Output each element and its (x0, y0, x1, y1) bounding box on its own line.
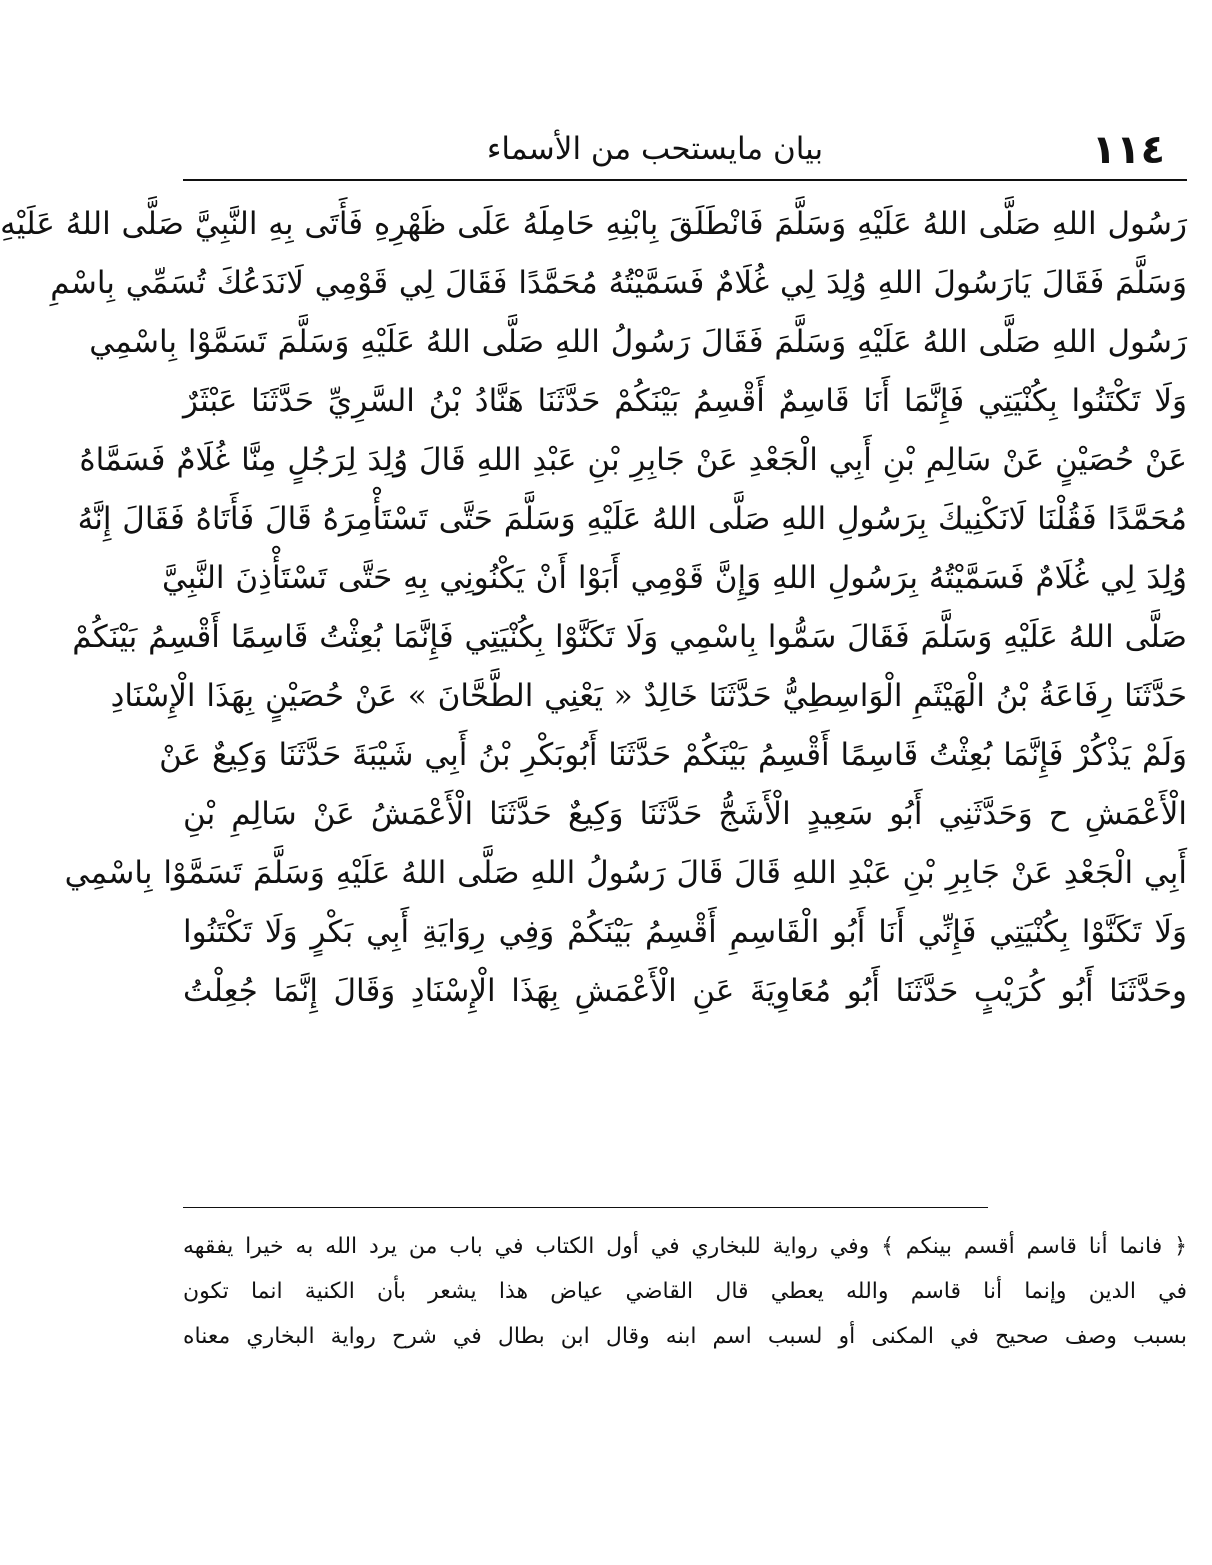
text-line: الْأَعْمَشِ ح وَحَدَّثَنِي أَبُو سَعِيدٍ الْأَشَجُّ حَدَّثَنَا وَكِيعٌ حَدَّثَنَا الْأَعْمَشُ عَنْ سَالِمِ بْنِ (183, 796, 1187, 832)
text-line: رَسُول اللهِ صَلَّى اللهُ عَلَيْهِ وَسَلَّمَ فَانْطَلَقَ بِابْنِهِ حَامِلَهُ عَلَى ظَهْرِهِ فَأَتَى بِهِ النَّبِيَّ صَلَّى اللهُ عَلَيْهِ (0, 206, 1187, 242)
text-line: وُلِدَ لِي غُلَامٌ فَسَمَّيْتُهُ بِرَسُولِ اللهِ وَإِنَّ قَوْمِي أَبَوْا أَنْ يَكْنُونِي بِهِ حَتَّى تَسْتَأْذِنَ النَّبِيَّ (161, 560, 1187, 596)
text-line: وحَدَّثَنَا أَبُو كُرَيْبٍ حَدَّثَنَا أَبُو مُعَاوِيَةَ عَنِ الْأَعْمَشِ بِهَذَا الْإِسْنَادِ وَقَالَ إِنَّمَا جُعِلْتُ (183, 973, 1187, 1009)
text-line: وَلَا تَكَنَّوْا بِكُنْيَتِي فَإِنِّي أَنَا أَبُو الْقَاسِمِ أَقْسِمُ بَيْنَكُمْ وَفِي رِوَايَةِ أَبِي بَكْرٍ وَلَا تَكْتَنُوا (183, 914, 1187, 950)
main-text-block (0, 195, 1187, 1021)
text-line: وَلَمْ يَذْكُرْ فَإِنَّمَا بُعِثْتُ قَاسِمًا أَقْسِمُ بَيْنَكُمْ حَدَّثَنَا أَبُوبَكْرِ بْنُ أَبِي شَيْبَةَ حَدَّثَنَا وَكِيعٌ عَنْ (159, 737, 1187, 773)
text-line: عَنْ حُصَيْنٍ عَنْ سَالِمِ بْنِ أَبِي الْجَعْدِ عَنْ جَابِرِ بْنِ عَبْدِ اللهِ قَالَ وُلِدَ لِرَجُلٍ مِنَّا غُلَامٌ فَسَمَّاهُ (79, 442, 1187, 478)
page-header (185, 120, 1185, 176)
text-line: رَسُول اللهِ صَلَّى اللهُ عَلَيْهِ وَسَلَّمَ فَقَالَ رَسُولُ اللهِ صَلَّى اللهُ عَلَيْهِ وَسَلَّمَ تَسَمَّوْا بِاسْمِي (89, 324, 1187, 360)
footnote-line: في الدين وإنما أنا قاسم والله يعطي قال القاضي عياض هذا يشعر بأن الكنية انما تكون (183, 1279, 1187, 1304)
text-line: وَلَا تَكْتَنُوا بِكُنْيَتِي فَإِنَّمَا أَنَا قَاسِمٌ أَقْسِمُ بَيْنَكُمْ حَدَّثَنَا هَنَّادُ بْنُ السَّرِيِّ حَدَّثَنَا عَبْثَرٌ (183, 383, 1187, 419)
header-rule (183, 179, 1187, 181)
text-line: أَبِي الْجَعْدِ عَنْ جَابِرِ بْنِ عَبْدِ اللهِ قَالَ قَالَ رَسُولُ اللهِ صَلَّى اللهُ عَلَيْهِ وَسَلَّمَ تَسَمَّوْا بِاسْمِي (64, 855, 1187, 891)
text-line: وَسَلَّمَ فَقَالَ يَارَسُولَ اللهِ وُلِدَ لِي غُلَامٌ فَسَمَّيْتُهُ مُحَمَّدًا فَقَالَ لِي قَوْمِي لَانَدَعُكَ تُسَمِّي بِاسْمِ (50, 265, 1187, 301)
footnote-line: ﴿ فانما أنا قاسم أقسم بينكم ﴾ وفي رواية للبخاري في أول الكتاب في باب من يرد الله به خيرا يفقهه (183, 1234, 1187, 1259)
page-number: ١١٤ (1091, 127, 1165, 173)
text-line: صَلَّى اللهُ عَلَيْهِ وَسَلَّمَ فَقَالَ سَمُّوا بِاسْمِي وَلَا تَكَنَّوْا بِكُنْيَتِي فَإِنَّمَا بُعِثْتُ قَاسِمًا أَقْسِمُ بَيْنَكُمْ (72, 619, 1187, 655)
footnote-line: بسبب وصف صحيح في المكنى أو لسبب اسم ابنه وقال ابن بطال في شرح رواية البخاري معناه (183, 1324, 1187, 1349)
footnotes-block (183, 1224, 1187, 1359)
text-line: مُحَمَّدًا فَقُلْنَا لَانَكْنِيكَ بِرَسُولِ اللهِ صَلَّى اللهُ عَلَيْهِ وَسَلَّمَ حَتَّى تَسْتَأْمِرَهُ قَالَ فَأَتَاهُ فَقَالَ إِنَّهُ (77, 501, 1187, 537)
text-line: حَدَّثَنَا رِفَاعَةُ بْنُ الْهَيْثَمِ الْوَاسِطِيُّ حَدَّثَنَا خَالِدٌ « يَعْنِي الطَّحَّانَ » عَنْ حُصَيْنٍ بِهَذَا الْإِسْنَادِ (110, 678, 1187, 714)
running-title: بيان مايستحب من الأسماء (486, 131, 824, 167)
footnote-rule (183, 1207, 988, 1208)
